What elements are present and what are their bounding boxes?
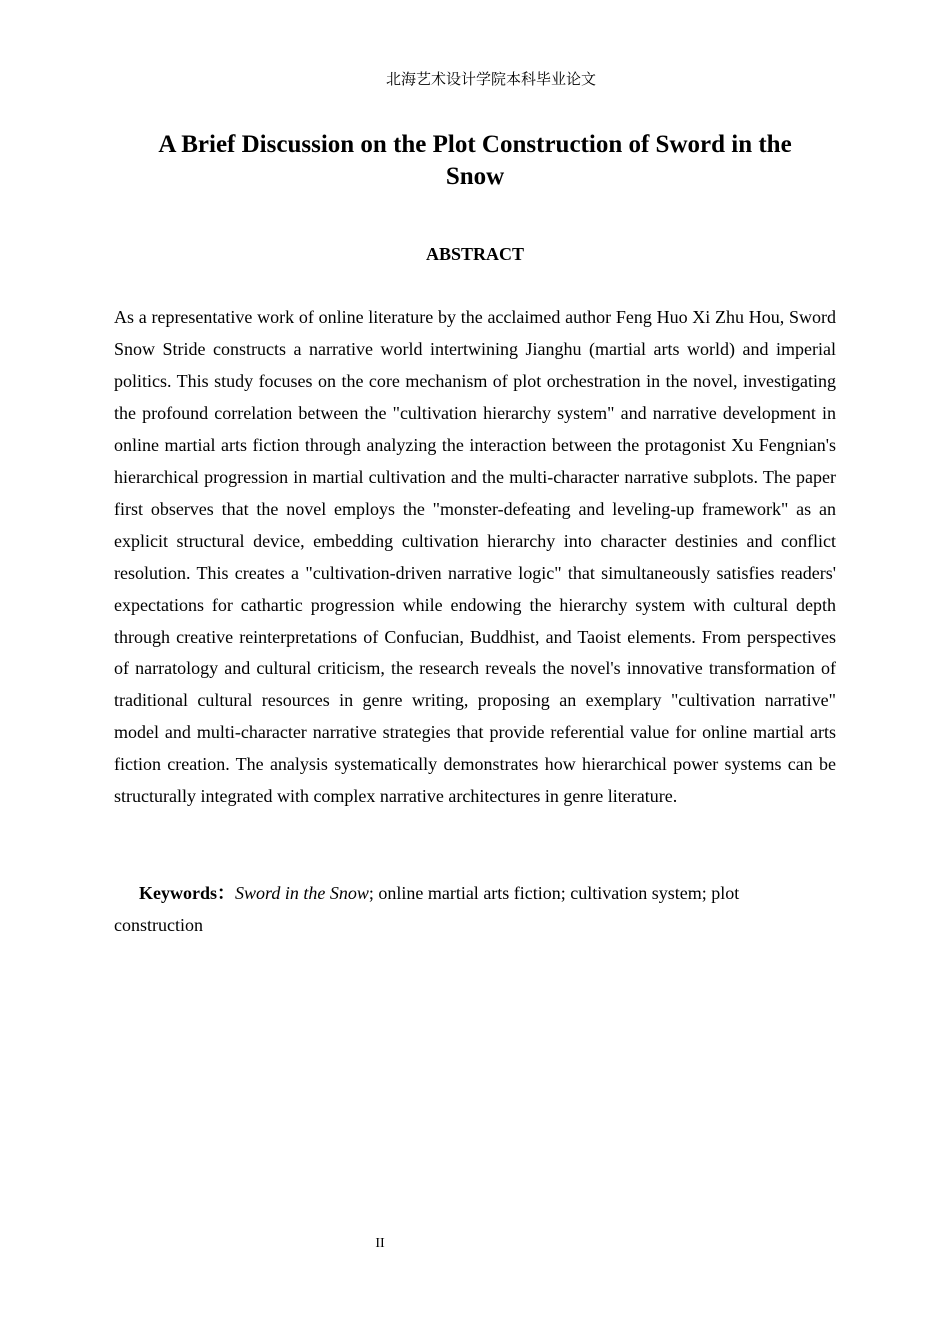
keywords-paragraph <box>114 877 794 941</box>
running-header: 北海艺术设计学院本科毕业论文 <box>385 70 596 88</box>
paper-title: A Brief Discussion on the Plot Construction of Sword in the Snow <box>158 131 792 190</box>
keyword-work-title: Sword in the Snow <box>235 883 369 903</box>
abstract-heading: ABSTRACT <box>425 244 525 264</box>
abstract-body: As a representative work of online literature by the acclaimed author Feng Huo Xi Zhu Hou, Sword Snow Stride constructs a narrative world intertwining Jianghu (martial arts world) and imperial politics. This study focuses on the core mechanism of plot orchestration in the novel, investigating the profound correlation between the "cultivation hierarchy system" and narrative development in online martial arts fiction through analyzing the interaction between the protagonist Xu Fengnian's hierarchical progression in martial cultivation and the multi-character narrative subplots. The paper first observes that the novel employs the "monster-defeating and leveling-up framework" as an explicit structural device, embedding cultivation hierarchy into character destinies and conflict resolution. This creates a "cultivation-driven narrative logic" that simultaneously satisfies readers' expectations for cathartic progression while endowing the hierarchy system with cultural depth through creative reinterpretations of Confucian, Buddhist, and Taoist elements. From perspectives of narratology and cultural criticism, the research reveals the novel's innovative transformation of traditional cultural resources in genre writing, proposing an exemplary "cultivation narrative" model and multi-character narrative strategies that provide referential value for online martial arts fiction creation. The analysis systematically demonstrates how hierarchical power systems can be structurally integrated with complex narrative architectures in genre literature. <box>114 307 836 807</box>
page-number: II <box>375 1236 385 1251</box>
keywords-list: ; online martial arts fiction; cultivation system; plot construction <box>114 883 740 935</box>
keywords-label: Keywords： <box>139 883 235 903</box>
